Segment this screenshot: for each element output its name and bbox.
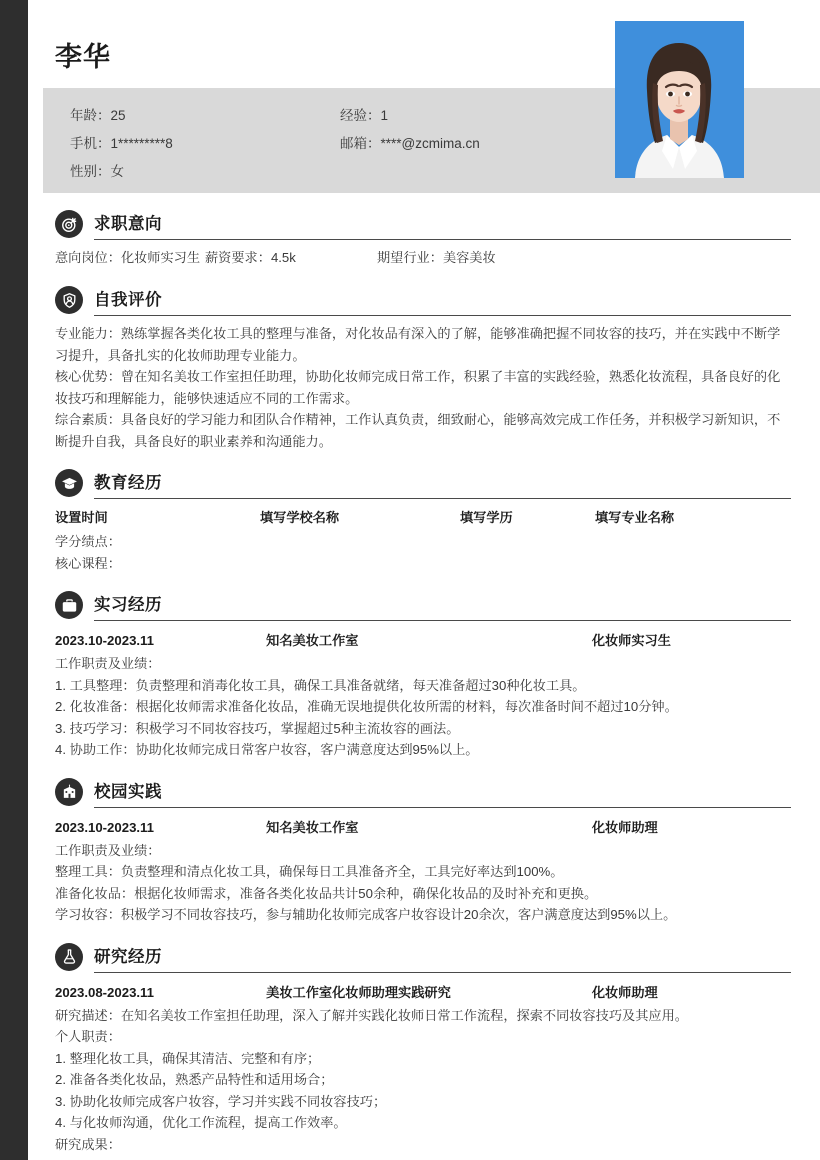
section-title: 研究经历 <box>94 947 162 966</box>
field-industry <box>377 247 597 269</box>
info-value: 1*********8 <box>110 136 173 151</box>
info-label: 邮箱： <box>340 136 381 151</box>
info-row <box>70 158 630 186</box>
detail-line: 4. 协助工作：协助化妆师完成日常客户妆容，客户满意度达到95%以上。 <box>55 742 479 757</box>
research-role: 化妆师助理 <box>591 984 658 1000</box>
detail-line: 2. 化妆准备：根据化妆师需求准备化妆品，准确无误地提供化妆所需的材料，每次准备时间不超过10分钟。 <box>55 699 678 714</box>
campus-date: 2023.10-2023.11 <box>55 819 155 835</box>
section-body <box>43 506 805 574</box>
section-job-intention <box>28 207 820 269</box>
job-intention-row <box>55 247 791 269</box>
self-evaluation-paragraph: 核心优势：曾在知名美妆工作室担任助理，协助化妆师完成日常工作，积累了丰富的实践经验，熟悉化妆流程，具备良好的化妆技巧和理解能力，能够快速适应不同的工作需求。 <box>55 369 781 406</box>
internship-role: 化妆师实习生 <box>591 633 671 648</box>
internship-organization: 知名美妆工作室 <box>266 633 359 648</box>
person-badge-icon <box>55 286 83 314</box>
section-title: 实习经历 <box>94 596 162 614</box>
info-label: 手机： <box>70 136 111 151</box>
section-header <box>43 466 805 500</box>
resume-header <box>28 0 820 193</box>
field-label: 薪资要求： <box>205 250 271 265</box>
info-label: 年龄： <box>70 108 111 123</box>
detail-line: 个人职责： <box>55 1029 121 1044</box>
detail-line: 学习妆容：积极学习不同妆容技巧，参与辅助化妆师完成客户妆容设计20余次，客户满意度达到95%以上。 <box>55 907 677 922</box>
research-topic: 美妆工作室化妆师助理实践研究 <box>266 984 451 1000</box>
campus-organization: 知名美妆工作室 <box>266 819 359 835</box>
research-date: 2023.08-2023.11 <box>55 984 155 1000</box>
section-divider <box>94 498 791 499</box>
info-field-experience <box>340 102 620 130</box>
education-school: 填写学校名称 <box>260 510 340 525</box>
detail-line: 3. 技巧学习：积极学习不同妆容技巧，掌握超过5种主流妆容的画法。 <box>55 720 460 736</box>
section-body <box>43 980 805 1156</box>
research-details <box>55 1005 791 1156</box>
section-campus-practice <box>28 775 820 926</box>
field-target-position <box>55 247 205 269</box>
resume-content <box>28 0 820 1160</box>
education-gpa-label: 学分绩点： <box>55 534 121 549</box>
page-title: 李华 <box>55 42 111 72</box>
detail-line: 研究成果： <box>55 1136 121 1152</box>
target-icon <box>55 210 83 238</box>
research-entry-header <box>55 980 791 1005</box>
info-field-phone <box>70 130 340 158</box>
info-value: 1 <box>380 108 389 123</box>
info-label: 经验： <box>340 108 381 123</box>
section-body <box>43 247 805 269</box>
field-value: 4.5k <box>270 250 296 265</box>
section-body <box>43 323 805 452</box>
education-row <box>55 506 791 530</box>
info-row <box>70 130 630 158</box>
info-field-age <box>70 102 340 130</box>
section-title: 教育经历 <box>94 474 162 492</box>
section-internship <box>28 588 820 761</box>
section-body <box>43 815 805 926</box>
field-salary <box>205 247 377 269</box>
internship-details <box>55 653 791 761</box>
education-details <box>55 531 791 574</box>
education-major: 填写专业名称 <box>595 510 675 525</box>
section-header <box>43 940 805 974</box>
info-row <box>70 102 630 130</box>
section-divider <box>94 315 791 316</box>
campus-entry-header <box>55 815 791 840</box>
graduation-cap-icon <box>55 469 83 497</box>
detail-line: 2. 准备各类化妆品，熟悉产品特性和适用场合； <box>55 1072 334 1087</box>
field-label: 意向岗位： <box>55 250 121 265</box>
info-field-email <box>340 130 620 158</box>
self-evaluation-paragraph: 综合素质：具备良好的学习能力和团队合作精神，工作认真负责，细致耐心，能够高效完成工作任务，并积极学习新知识，不断提升自我，具备良好的职业素养和沟通能力。 <box>55 412 781 449</box>
section-self-evaluation <box>28 283 820 452</box>
info-value: 女 <box>110 164 124 179</box>
flask-icon <box>55 943 83 971</box>
detail-line: 4. 与化妆师沟通，优化工作流程，提高工作效率。 <box>55 1115 347 1130</box>
detail-line: 工作职责及业绩： <box>55 842 161 858</box>
self-evaluation-paragraph: 专业能力：熟练掌握各类化妆工具的整理与准备，对化妆品有深入的了解，能够准确把握不同妆容的技巧，并在实践中不断学习提升，具备扎实的化妆师助理专业能力。 <box>55 326 781 363</box>
section-header <box>43 207 805 241</box>
campus-role: 化妆师助理 <box>591 819 658 835</box>
section-title: 自我评价 <box>94 291 162 309</box>
detail-line: 3. 协助化妆师完成客户妆容，学习并实践不同妆容技巧； <box>55 1093 387 1109</box>
section-title: 求职意向 <box>94 215 162 233</box>
profile-photo <box>615 21 744 178</box>
info-value: ****@zcmima.cn <box>380 136 480 151</box>
internship-date: 2023.10-2023.11 <box>55 633 155 648</box>
section-header <box>43 588 805 622</box>
info-field-gender <box>70 158 340 186</box>
section-title: 校园实践 <box>94 782 162 801</box>
detail-line: 研究描述：在知名美妆工作室担任助理，深入了解并实践化妆师日常工作流程，探索不同妆容技巧及其应用。 <box>55 1007 688 1023</box>
section-research <box>28 940 820 1156</box>
education-date: 设置时间 <box>55 510 108 525</box>
campus-building-icon <box>55 778 83 806</box>
info-value: 25 <box>110 108 126 123</box>
detail-line: 工作职责及业绩： <box>55 656 161 671</box>
briefcase-icon <box>55 591 83 619</box>
section-divider <box>94 239 791 240</box>
personal-info-grid <box>70 102 630 186</box>
field-label: 期望行业： <box>377 250 443 265</box>
section-divider <box>94 620 791 621</box>
detail-line: 1. 工具整理：负责整理和消毒化妆工具，确保工具准备就绪，每天准备超过30种化妆工具。 <box>55 677 586 693</box>
field-value: 美容美妆 <box>442 250 496 265</box>
education-courses-label: 核心课程： <box>55 555 121 571</box>
detail-line: 准备化妆品：根据化妆师需求，准备各类化妆品共计50余种，确保化妆品的及时补充和更换。 <box>55 885 598 901</box>
detail-line: 整理工具：负责整理和清点化妆工具，确保每日工具准备齐全，工具完好率达到100%。 <box>55 864 564 879</box>
section-header <box>43 283 805 317</box>
campus-details <box>55 840 791 926</box>
detail-line: 1. 整理化妆工具，确保其清洁、完整和有序； <box>55 1050 321 1066</box>
info-label: 性别： <box>70 164 111 179</box>
internship-entry-header <box>55 628 791 653</box>
section-body <box>43 628 805 761</box>
education-degree: 填写学历 <box>460 510 513 525</box>
field-value: 化妆师实习生 <box>120 250 201 265</box>
section-education <box>28 466 820 574</box>
section-header <box>43 775 805 809</box>
section-divider <box>94 807 791 808</box>
left-accent-rail <box>0 0 28 1160</box>
section-divider <box>94 972 791 973</box>
